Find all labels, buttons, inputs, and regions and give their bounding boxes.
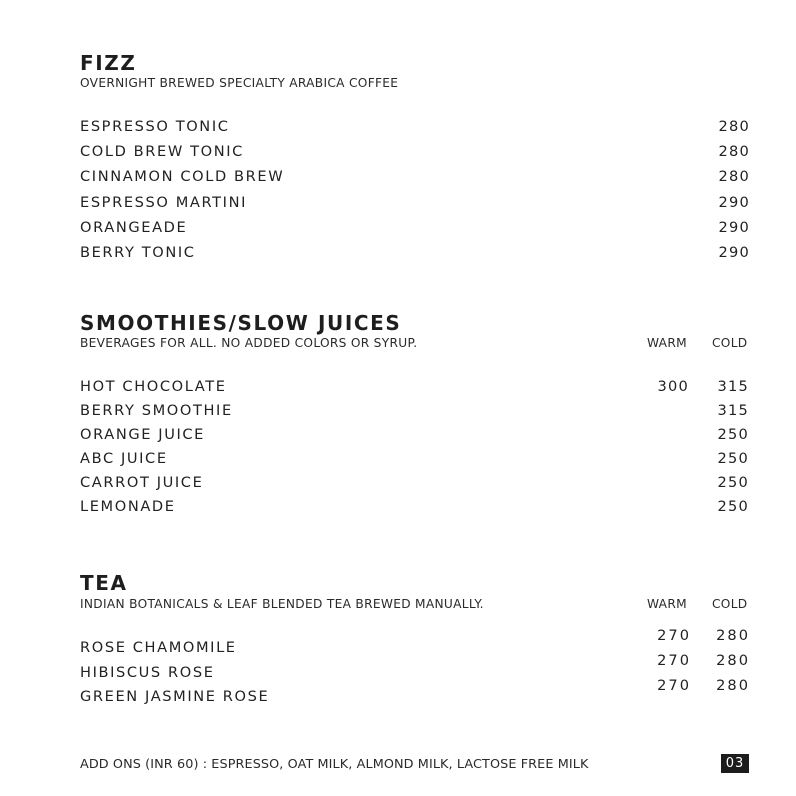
column-header-warm: WARM <box>647 597 687 611</box>
menu-item-price: 290 <box>718 244 750 261</box>
menu-item-name: LEMONADE <box>80 498 176 515</box>
menu-item-name: ORANGEADE <box>80 219 188 236</box>
menu-item-price: 290 <box>718 219 750 236</box>
page-number-badge: 03 <box>721 754 749 773</box>
menu-item-price: 280 <box>718 168 750 185</box>
menu-item-warm-price: 270 <box>657 677 691 694</box>
section-subtitle: BEVERAGES FOR ALL. NO ADDED COLORS OR SYRUP. <box>80 336 418 350</box>
section-title: TEA <box>80 571 128 595</box>
column-header-cold: COLD <box>712 336 748 350</box>
menu-item-warm-price: 300 <box>657 378 689 395</box>
menu-item-name: CARROT JUICE <box>80 474 204 491</box>
column-header-cold: COLD <box>712 597 748 611</box>
menu-item-cold-price: 280 <box>716 627 750 644</box>
menu-item-cold-price: 250 <box>717 498 749 515</box>
menu-item-name: BERRY SMOOTHIE <box>80 402 233 419</box>
menu-item-cold-price: 315 <box>717 378 749 395</box>
menu-item-price: 290 <box>718 194 750 211</box>
menu-item-name: ESPRESSO MARTINI <box>80 194 247 211</box>
menu-item-name: COLD BREW TONIC <box>80 143 244 160</box>
menu-item-cold-price: 280 <box>716 677 750 694</box>
menu-item-name: ESPRESSO TONIC <box>80 118 230 135</box>
add-ons-note: ADD ONS (INR 60) : ESPRESSO, OAT MILK, ALMOND MILK, LACTOSE FREE MILK <box>80 757 589 772</box>
menu-item-warm-price: 270 <box>657 627 691 644</box>
menu-item-name: ORANGE JUICE <box>80 426 206 443</box>
menu-item-cold-price: 315 <box>717 402 749 419</box>
menu-item-price: 280 <box>718 118 750 135</box>
menu-item-warm-price: 270 <box>657 652 691 669</box>
menu-item-cold-price: 250 <box>717 426 749 443</box>
section-subtitle: INDIAN BOTANICALS & LEAF BLENDED TEA BREWED MANUALLY. <box>80 597 484 611</box>
menu-item-name: GREEN JASMINE ROSE <box>80 688 270 705</box>
section-subtitle: OVERNIGHT BREWED SPECIALTY ARABICA COFFEE <box>80 76 399 90</box>
menu-item-cold-price: 280 <box>716 652 750 669</box>
menu-item-cold-price: 250 <box>717 474 749 491</box>
menu-item-name: ROSE CHAMOMILE <box>80 639 237 656</box>
menu-item-name: ABC JUICE <box>80 450 168 467</box>
menu-item-cold-price: 250 <box>717 450 749 467</box>
menu-item-name: HIBISCUS ROSE <box>80 664 215 681</box>
menu-item-price: 280 <box>718 143 750 160</box>
menu-item-name: CINNAMON COLD BREW <box>80 168 285 185</box>
menu-item-name: BERRY TONIC <box>80 244 196 261</box>
menu-item-name: HOT CHOCOLATE <box>80 378 227 395</box>
column-header-warm: WARM <box>647 336 687 350</box>
section-title: SMOOTHIES/SLOW JUICES <box>80 311 402 335</box>
section-title: FIZZ <box>80 51 137 75</box>
